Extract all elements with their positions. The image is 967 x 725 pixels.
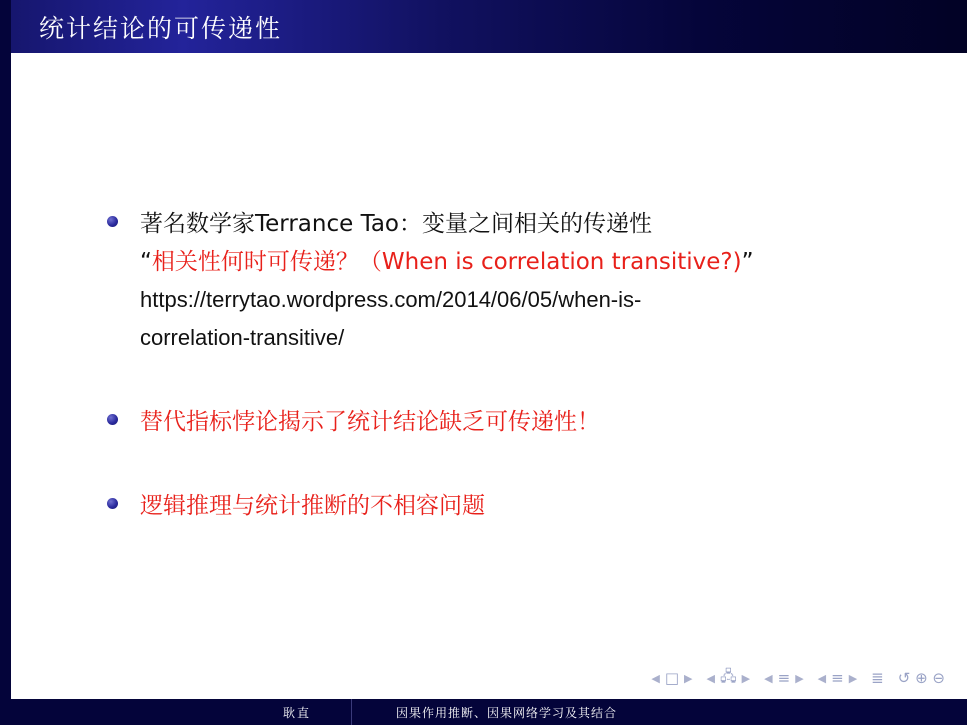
zoom-controls-icon[interactable]: ↺ ⊕ ⊖ <box>897 669 945 687</box>
quote-close: ” <box>741 249 754 275</box>
menu-icon[interactable]: ≣ <box>871 669 884 687</box>
footer-author: 耿直 <box>282 705 311 720</box>
list-item <box>107 487 867 525</box>
chevron-right-icon[interactable]: ▶ <box>848 671 858 685</box>
list-icon[interactable]: ≡ <box>777 669 791 687</box>
url-text: https://terrytao.wordpress.com/2014/06/05/when-is- <box>140 287 642 312</box>
chevron-left-icon[interactable]: ◀ <box>706 671 715 685</box>
bullet-line <box>140 487 867 525</box>
bullet-url-line-2 <box>140 319 867 357</box>
section-icon[interactable]: 🖧 <box>719 666 737 685</box>
chevron-left-icon[interactable]: ◀ <box>817 671 827 685</box>
bullet-list <box>107 205 867 551</box>
nav-section-group[interactable] <box>706 666 750 691</box>
spacer <box>107 383 867 403</box>
bullet-url-line-1 <box>140 281 867 319</box>
chevron-right-icon[interactable]: ▶ <box>684 671 693 685</box>
bullet-text: 替代指标悖论揭示了统计结论缺乏可传递性！ <box>140 409 600 435</box>
nav-frame-group[interactable] <box>818 669 858 687</box>
chevron-right-icon[interactable]: ▶ <box>741 671 751 685</box>
nav-first-slide-group[interactable] <box>651 669 692 687</box>
chevron-right-icon[interactable]: ▶ <box>795 671 804 685</box>
bullet-line <box>140 403 867 441</box>
bullet-line <box>140 243 867 281</box>
spacer <box>107 467 867 487</box>
bullet-text: 逻辑推理与统计推断的不相容问题 <box>140 493 485 519</box>
chevron-left-icon[interactable]: ◀ <box>764 671 773 685</box>
slide-left-sidebar <box>0 0 11 725</box>
frame-icon[interactable]: ≡ <box>831 669 844 687</box>
bullet-dot-icon <box>107 216 118 227</box>
nav-subsection-group[interactable] <box>764 669 804 687</box>
list-item <box>107 403 867 441</box>
bullet-line <box>140 205 867 243</box>
footer-bar <box>11 699 967 725</box>
navigation-controls[interactable] <box>11 667 967 689</box>
bullet-text-highlight: 相关性何时可传递？（When is correlation transitive?) <box>151 249 742 275</box>
bullet-dot-icon <box>107 414 118 425</box>
chevron-left-icon[interactable]: ◀ <box>651 671 660 685</box>
page-title: 统计结论的可传递性 <box>39 13 283 43</box>
bullet-text: 著名数学家Terrance Tao：变量之间相关的传递性 <box>140 211 652 237</box>
url-text-continued: correlation-transitive/ <box>140 325 345 350</box>
slide-content <box>11 53 967 668</box>
footer-title: 因果作用推断、因果网络学习及其结合 <box>396 705 618 720</box>
list-item <box>107 205 867 357</box>
bullet-dot-icon <box>107 498 118 509</box>
quote-open: “ <box>140 249 152 275</box>
slide-icon[interactable]: □ <box>664 669 679 687</box>
slide-title-bar <box>11 0 967 53</box>
